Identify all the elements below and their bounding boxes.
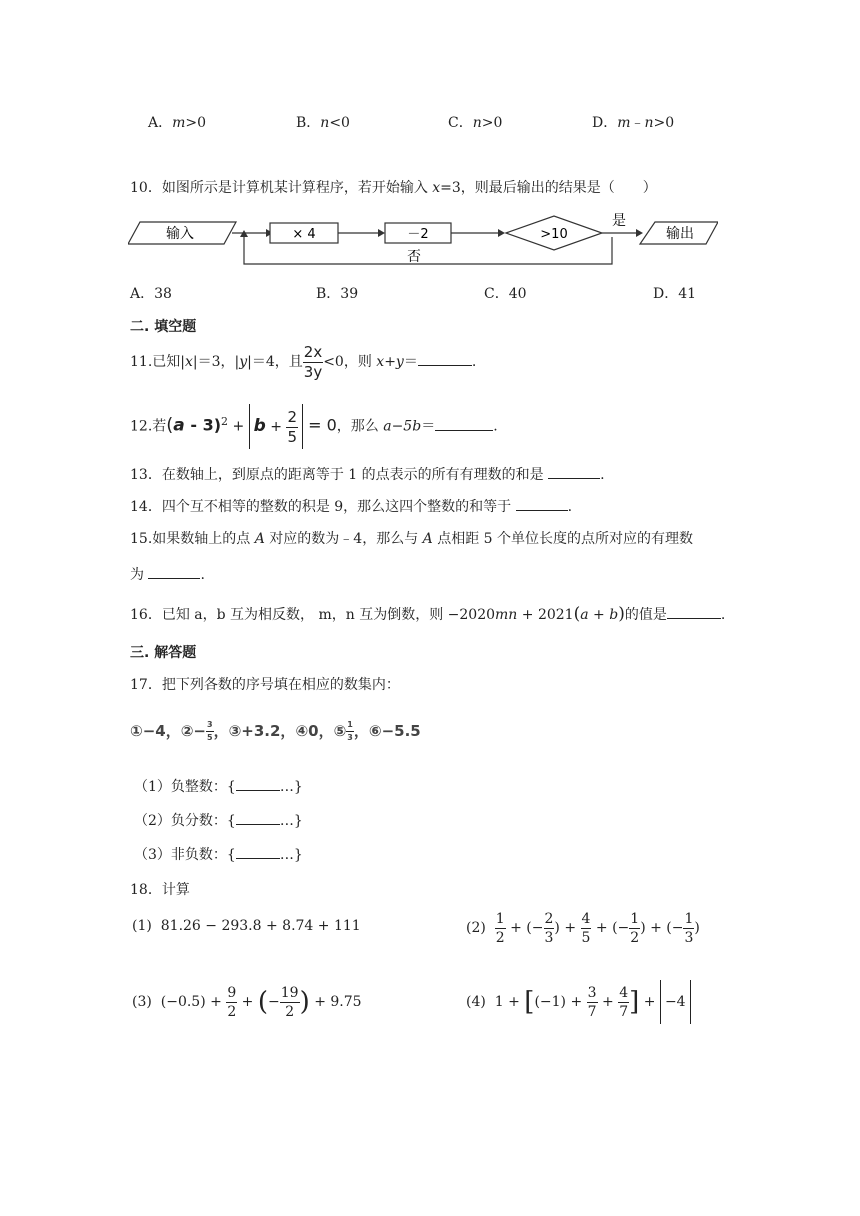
q16-answer-blank[interactable] [667, 604, 721, 619]
q17-stem: 17．把下列各数的序号填在相应的数集内： [130, 677, 400, 693]
q10-stem: 10．如图所示是计算机某计算程序，若开始输入 x=3，则最后输出的结果是（ ） [130, 180, 657, 196]
section-3-title: 三. 解答题 [130, 645, 197, 661]
q12: 12.若(a - 3)$^2$ + b + $\frac{2}{5}$ = 0，那么 a−5b＝ . [130, 400, 498, 449]
q10-option-d: D．41 [653, 286, 697, 302]
q9-option-d: D．m﹣n>0 [592, 115, 675, 131]
q17-set-negative-fractions: （2）负分数：{ …} [134, 810, 303, 830]
q15-line-2: 为 . [130, 564, 205, 584]
q9-option-b: B．n<0 [296, 115, 350, 131]
q9-option-c: C．n>0 [448, 115, 503, 131]
q17-set-non-negative: （3）非负数：{ …} [134, 844, 303, 864]
flow-no-label: 否 [407, 249, 421, 265]
q15-answer-blank[interactable] [148, 564, 200, 579]
q10-option-b: B．39 [316, 286, 359, 302]
q13: 13．在数轴上，到原点的距离等于 1 的点表示的所有有理数的和是 . [130, 464, 605, 484]
q17-set3-blank[interactable] [236, 844, 280, 859]
q17-set1-blank[interactable] [236, 776, 280, 791]
section-2-title: 二. 填空题 [130, 319, 197, 335]
flow-minus-label: －2 [407, 227, 429, 242]
q13-answer-blank[interactable] [548, 464, 600, 479]
flow-input-label: 输入 [166, 226, 194, 242]
flow-condition-label: >10 [540, 227, 568, 242]
flow-times-label: × 4 [292, 227, 316, 242]
q10-option-a: A．38 [130, 286, 172, 302]
q18-stem: 18．计算 [130, 882, 190, 898]
q10-flowchart [128, 206, 718, 270]
flow-output-label: 输出 [666, 226, 694, 242]
q9-option-a: A．m>0 [148, 115, 207, 131]
q18-part-4: (4) 1 + [(−1) + $\frac{3}{7}$ + $\frac{4}{7}$ ] + −4 [466, 980, 691, 1024]
q11-answer-blank[interactable] [418, 351, 472, 366]
q18-part-1: (1) 81.26 − 293.8 + 8.74 + 111 [132, 918, 361, 934]
q14-answer-blank[interactable] [516, 496, 568, 511]
q17-set2-blank[interactable] [236, 810, 280, 825]
q14: 14．四个互不相等的整数的积是 9，那么这四个整数的和等于 . [130, 496, 572, 516]
q10-option-c: C．40 [484, 286, 527, 302]
flow-yes-label: 是 [612, 213, 626, 229]
q18-part-2: (2) $\frac{1}{2}$ + (− $\frac{2}{3}$ ) + $\frac{4}{5}$ + (− $\frac{1}{2}$ ) + (− $\frac{1}{3}$ ) [466, 910, 700, 946]
q17-number-list: ①−4，②− $\frac{3}{5}$ ，③+3.2，④0，⑤ $\frac{1}{3}$ ，⑥−5.5 [130, 720, 421, 742]
q15-line-1: 15.如果数轴上的点 A 对应的数为﹣4，那么与 A 点相距 5 个单位长度的点所对应的有理数 [130, 531, 694, 547]
q18-part-3: (3) (−0.5) + $\frac{9}{2}$ + (− $\frac{19}{2}$ ) + 9.75 [132, 984, 362, 1020]
q16: 16．已知 a，b 互为相反数， m，n 互为倒数，则 −2020mn + 2021(a + b)的值是 . [130, 604, 726, 624]
q12-answer-blank[interactable] [435, 416, 493, 431]
q17-set-negative-integers: （1）负整数：{ …} [134, 776, 303, 796]
q11: 11.已知|x|＝3，|y|＝4，且 $\frac{2x}{3y}$ <0，则 x+y＝ . [130, 342, 477, 381]
